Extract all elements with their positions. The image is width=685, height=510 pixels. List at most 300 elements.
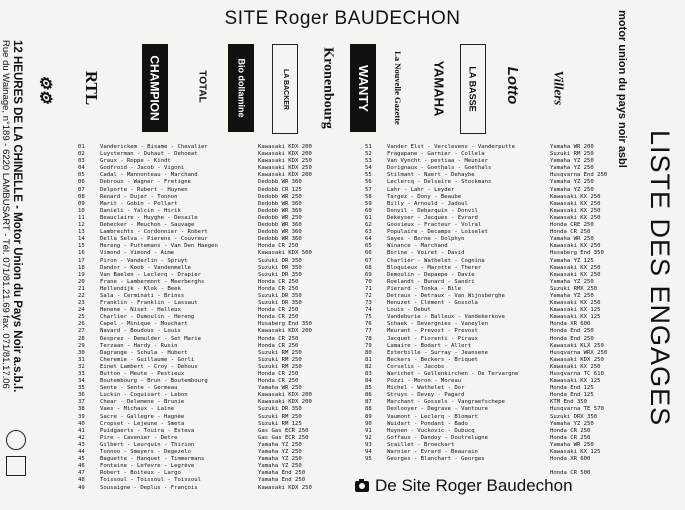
entry-number: 44: [78, 449, 85, 456]
entry-names: [387, 144, 547, 477]
entry-bike: Dedobb CR 125: [258, 186, 302, 193]
entry-bike: Honda CR 250: [258, 335, 299, 342]
entry-bike: Suzuki RM 250: [258, 349, 302, 356]
entry-riders: Beckers - Beckers - Briquet: [387, 356, 478, 363]
entry-riders: Robert - Boiteux - Largo: [100, 470, 181, 477]
entry-number: 54: [365, 165, 372, 172]
entry-number: 53: [365, 158, 372, 165]
entry-riders: Cropset - Lejeune - Smeta: [100, 420, 185, 427]
entry-bike: Suzuki DR 350: [258, 271, 302, 278]
entry-number: 60: [365, 207, 372, 214]
entry-number: 34: [78, 378, 85, 385]
entry-bike: Dedobb WR 250: [258, 193, 302, 200]
entry-riders: Desprez - Demulder - Set Marie: [100, 335, 202, 342]
entry-bike: Suzuki DR 350: [258, 300, 302, 307]
entry-number: 21: [78, 285, 85, 292]
sponsor-logo: LA BACKER: [272, 44, 298, 134]
entry-riders: Lambrechts - Cordonnier - Robert: [100, 229, 208, 236]
entry-number: 06: [78, 179, 85, 186]
entry-number: 03: [78, 158, 85, 165]
entry-bike: Yamaha WR 250: [550, 441, 594, 448]
entry-bike: Honda CRE 250: [550, 222, 594, 229]
entry-number: 29: [78, 342, 85, 349]
entry-number: 78: [365, 335, 372, 342]
entry-number: 74: [365, 307, 372, 314]
entry-riders: Terzaan - Hardy - Rusin: [100, 342, 178, 349]
sponsor-logo: Kronenbourg: [321, 47, 336, 129]
entry-bike: Honda CR 250: [258, 371, 299, 377]
entry-bike: Kawasaki KDX 200: [258, 151, 312, 158]
entry-riders: Pire - Cavenier - Detre: [100, 434, 178, 441]
entry-riders: Bloquieux - Marotte - Therer: [387, 264, 482, 271]
entry-riders: Georges - Blanchart - Georges: [387, 456, 485, 463]
sponsor-logo: La Nouvelle Gazette: [393, 51, 403, 125]
entry-riders: Scaillet - Broeckart: [387, 441, 455, 448]
entry-riders: Debecker - Meuchon - Sauvage: [100, 222, 195, 229]
entry-riders: Sousaigne - Deplus - François: [100, 484, 198, 491]
entry-riders: Donvil - Debarquin - Donvil: [387, 207, 478, 214]
entry-riders: Vanderickem - Bisame - Chevalier: [100, 144, 208, 150]
entry-riders: Warnier - Evrard - Beaurain: [387, 449, 478, 456]
footer-credit: [355, 476, 573, 496]
camera-icon: [355, 481, 369, 492]
entry-riders: Meurant - Prevost - Prevost: [387, 328, 478, 335]
entry-number: 63: [365, 229, 372, 236]
entry-bikes: [550, 144, 620, 477]
entry-bike: Husqvarna WRX 250: [550, 349, 608, 356]
entry-riders: Winance - Marchand: [387, 243, 448, 250]
entry-number: 23: [78, 300, 85, 307]
entry-riders: Frane - Lambermont - Meerberghs: [100, 278, 205, 285]
entry-bike: Gas Gas ECR 250: [258, 427, 309, 434]
entry-bike: Kawasaki KDX 200: [258, 172, 312, 179]
entry-riders: Tonnoo - Smeyers - Degezelo: [100, 449, 191, 456]
entry-riders: Detraux - Detraux - Van Wijnsberghe: [387, 292, 505, 299]
entry-bike: Yamaha WR 200: [550, 144, 594, 150]
entry-number: 64: [365, 236, 372, 243]
entry-number: 66: [365, 250, 372, 257]
sponsor-logo: WANTY: [350, 44, 376, 132]
entry-riders: Dandor - Koob - Vandenmelle: [100, 264, 191, 271]
entry-number: 67: [365, 257, 372, 264]
entry-bike: Kawasaki KX 250: [550, 363, 601, 370]
entry-riders: Goosieux - Fracteur - Volral: [387, 222, 482, 229]
entry-bike: Dedobb WR 360: [258, 179, 302, 186]
entry-number: 17: [78, 257, 85, 264]
entry-bike: Kawasaki KDX 250: [258, 484, 312, 491]
entry-riders: Sente - Sente - Germeau: [100, 385, 178, 392]
entry-number: 32: [78, 363, 85, 370]
footer-text: De Site Roger Baudechon: [375, 476, 573, 495]
entry-bike: Kawasaki KX 250: [550, 214, 601, 221]
entry-number: 10: [78, 207, 85, 214]
entry-bike: Yamaha WR 250: [550, 236, 594, 243]
entry-bike: Honda CR 250: [550, 229, 591, 236]
entry-number: 92: [365, 434, 372, 441]
entry-bike: Yamaha YZ 250: [550, 292, 594, 299]
entry-bikes: [258, 144, 348, 492]
entry-number: 33: [78, 371, 85, 377]
entry-number: 95: [365, 456, 372, 463]
sponsor-logo: CHAMPION: [142, 44, 168, 132]
entry-riders: Corselis - Jacobs: [387, 363, 445, 370]
sponsor-logo: LA BASSE: [460, 44, 486, 134]
entry-bike: KTM End 350: [550, 399, 588, 406]
entry-riders: Billy - Arnould - Jadoul: [387, 200, 468, 207]
entry-bike: Honda CR 250: [550, 427, 591, 434]
entry-number: 36: [78, 392, 85, 399]
entry-riders: Leclercq - Delsaire - Stockmans: [387, 179, 492, 186]
entry-riders: Capel - Minique - Mouchart: [100, 321, 188, 328]
entry-bike: Honda End 250: [550, 335, 594, 342]
entry-riders: Sayes - Borne - Dolphyn: [387, 236, 465, 243]
entry-bike: Kawasaki KX 125: [550, 314, 601, 321]
entry-bike: Honda XR 600: [550, 456, 591, 463]
entry-number: 91: [365, 427, 372, 434]
entry-bike: Kawasaki KDX 200: [258, 392, 312, 399]
entry-riders: Delporte - Rubert - Huynen: [100, 186, 188, 193]
entry-riders: Chear - Delemene - Brunie: [100, 399, 185, 406]
entry-riders: Van Vyncht - pestiaa - Meunier: [387, 158, 489, 165]
entry-bike: Yamaha YZ 250: [258, 456, 302, 463]
entries-title: LISTE DES ENGAGES: [645, 130, 675, 427]
entry-number: 72: [365, 292, 372, 299]
entry-riders: Lamaire - Bodart - Allert: [387, 342, 472, 349]
entry-riders: Vander Elst - Verclevens - Vanderputte: [387, 144, 515, 150]
entry-number: 65: [365, 243, 372, 250]
entry-riders: Van Baelen - Leclerq - Drapier: [100, 271, 202, 278]
entry-bike: Suzuki DR 350: [258, 406, 302, 413]
entry-bike: Kawasaki KX 250: [550, 271, 601, 278]
entry-number: 59: [365, 200, 372, 207]
entry-number: 55: [365, 172, 372, 179]
entry-riders: Michel - Wathelet - Dor: [387, 385, 465, 392]
entry-riders: Marit - Gobin - Pollart: [100, 200, 178, 207]
entry-bike: Yamaha YZ 250: [258, 441, 302, 448]
entry-bike: Yamaha End 250: [258, 477, 306, 484]
entry-bike: Kawasaki KDX 250: [258, 165, 312, 172]
entry-bike: Dedobb WR 360: [258, 200, 302, 207]
entry-riders: Jacquet - Fiorenti - Piraux: [387, 335, 478, 342]
entry-bike: Kawasaki KX 250: [550, 264, 601, 271]
entry-riders: Gilbert - Leurquin - Thirion: [100, 441, 195, 448]
entry-riders: Charlier - Dumoulin - Hereng: [100, 314, 195, 321]
entry-bike: Kawasaki KDX 200: [258, 328, 312, 335]
entry-bike: Dedobb WR 360: [258, 207, 302, 214]
entry-number: 27: [78, 328, 85, 335]
entry-bike: Kawasaki KX 125: [550, 307, 601, 314]
entry-bike: Husqvarna TC 610: [550, 371, 604, 377]
entry-numbers: [78, 144, 98, 492]
entry-riders: Demoulin - Depaepe - Davie: [387, 271, 475, 278]
entry-riders: Wuidart - Pondant - Bado: [387, 420, 468, 427]
entry-number: 04: [78, 165, 85, 172]
entry-riders: Luckin - Coquisart - Lebon: [100, 392, 188, 399]
entry-number: 45: [78, 456, 85, 463]
entry-number: 12: [78, 222, 85, 229]
entry-bike: Yamaha YZ 250: [258, 463, 302, 470]
entry-riders: Pierard - Tonka - Bile: [387, 285, 462, 292]
entry-riders: Vandeburie - Balleux - Vandekerkove: [387, 314, 505, 321]
sponsor-logo: TOTAL: [196, 69, 208, 103]
entry-riders: Goffaux - Dandoy - Doutrelugne: [387, 434, 489, 441]
entry-number: 40: [78, 420, 85, 427]
entry-bike: Dedobb WR 360: [258, 229, 302, 236]
entry-bike: Kawasaki KDX 500: [258, 250, 312, 257]
entry-bike: Kawasaki KX 125: [550, 378, 601, 385]
entry-number: 57: [365, 186, 372, 193]
entry-bike: Suzuki DRX 350: [550, 413, 598, 420]
entry-number: 31: [78, 356, 85, 363]
stamp-icon: [6, 456, 26, 476]
entry-bike: Suzuki DR 350: [258, 292, 302, 299]
entry-riders: Populaire - Decamps - Loiselet: [387, 229, 489, 236]
entry-riders: [387, 463, 547, 470]
entry-riders: Stilmant - Naert - Dehaybe: [387, 172, 475, 179]
entry-number: 09: [78, 200, 85, 207]
entry-riders: Hellendijk - Klok - Beek: [100, 285, 181, 292]
entry-number: 62: [365, 222, 372, 229]
entry-bike: Yamaha YZ 250: [550, 278, 594, 285]
event-header-vertical: [0, 40, 25, 490]
entry-bike: Suzuki RM 250: [550, 151, 594, 158]
entry-bike: Yamaha End 250: [258, 470, 306, 477]
entry-riders: Renard - Dujer - Tonnon: [100, 193, 178, 200]
entry-riders: Dekeyser - Jacques - Evrard: [387, 214, 478, 221]
entry-bike: Honda End 250: [550, 328, 594, 335]
entry-riders: Struys - Devey - Pagard: [387, 392, 465, 399]
entry-number: 69: [365, 271, 372, 278]
entry-riders: Baguette - Hanquet - Timmermans: [100, 456, 205, 463]
entry-riders: Hereng - Puttemans - Van Den Haegen: [100, 243, 218, 250]
entry-bike: [550, 463, 620, 470]
entry-riders: Fragapane - Garnier - Collela: [387, 151, 485, 158]
entry-bike: Honda XR 600: [550, 321, 591, 328]
entry-bike: Yamaha YZ 125: [550, 257, 594, 264]
entry-riders: Cadal - Mannonteau - Marchand: [100, 172, 198, 179]
entry-riders: Puidgaerts - Touira - Esteva: [100, 427, 195, 434]
entry-number: 41: [78, 427, 85, 434]
entry-number: 35: [78, 385, 85, 392]
entry-riders: Della Selva - Pierens - Couvreur: [100, 236, 208, 243]
entry-number: 05: [78, 172, 85, 179]
entry-riders: Einet Lambert - Croy - Dehoux: [100, 363, 198, 370]
entry-riders: Godfroid - Jacob - Vigoni: [100, 165, 185, 172]
entry-riders: Marchant - Gossels - Vangraefschepe: [387, 399, 505, 406]
entry-bike: Husaberg End 350: [258, 321, 312, 328]
entry-bike: Honda CR 500: [550, 470, 591, 477]
entry-riders: Targez - Dony - Beaube: [387, 193, 462, 200]
entry-number: 58: [365, 193, 372, 200]
entry-bike: Yamaha YZ 250: [258, 449, 302, 456]
entry-number: 39: [78, 413, 85, 420]
entry-number: 84: [365, 378, 372, 385]
entry-riders: Roelandt - Bunard - Sandri: [387, 278, 475, 285]
entry-number: 51: [365, 144, 372, 150]
entry-bike: Kawasaki KLX 250: [550, 342, 604, 349]
entry-number: 70: [365, 278, 372, 285]
entry-number: 42: [78, 434, 85, 441]
sponsor-logo: ⚙⚙: [36, 74, 53, 103]
entry-riders: Boutembourg - Brun - Boutembourg: [100, 378, 208, 385]
entry-riders: Dorignaux - Goethals - Goethals: [387, 165, 492, 172]
entry-riders: Esterbille - Surray - Jeansene: [387, 349, 489, 356]
sponsor-logo: motor union du pays noir asbl: [616, 10, 628, 168]
entry-number: 83: [365, 371, 372, 377]
entry-number: 90: [365, 420, 372, 427]
entry-bike: Honda End 125: [550, 392, 594, 399]
entry-riders: Henene - Niset - Halleux: [100, 307, 181, 314]
seal-icon: [6, 430, 26, 450]
entry-riders: Toissoul - Toissoul - Toissoul: [100, 477, 202, 484]
entry-riders: Borine - Voiret - David: [387, 250, 465, 257]
entry-riders: Graux - Roppe - Kindt: [100, 158, 171, 165]
entry-number: 93: [365, 441, 372, 448]
entry-riders: Louis - Debut: [387, 307, 431, 314]
entry-number: 75: [365, 314, 372, 321]
entry-riders: Sacre - Gallegre - Hagnée: [100, 413, 185, 420]
entry-riders: Vimond - Vimond - Aime: [100, 250, 175, 257]
entry-number: 71: [365, 285, 372, 292]
entry-number: 80: [365, 349, 372, 356]
entry-number: 82: [365, 363, 372, 370]
entry-bike: Honda End 125: [550, 385, 594, 392]
entries-title-block: [641, 130, 677, 510]
sponsor-logo: RTL: [82, 70, 102, 106]
entry-riders: Sala - Cerminati - Brinss: [100, 292, 185, 299]
entry-bike: Yamaha YZ 250: [550, 158, 594, 165]
entry-riders: Cheremie - Guillaume - Gorli: [100, 356, 195, 363]
entry-number: 18: [78, 264, 85, 271]
entry-number: 77: [365, 328, 372, 335]
entry-riders: Luysterman - Duhaut - Dehoeat: [100, 151, 198, 158]
entry-riders: Danieli - Yalcin - Hirik: [100, 207, 181, 214]
entry-riders: Lahr - Lahr - Leyder: [387, 186, 455, 193]
entry-riders: Pozzi - Moron - Moreau: [387, 378, 462, 385]
entry-bike: Kawasaki KX 250: [550, 300, 601, 307]
entry-bike: Dedobb WR 360: [258, 236, 302, 243]
entry-riders: Debroux - Wagner - Fretigne: [100, 179, 191, 186]
entry-number: 08: [78, 193, 85, 200]
entry-number: 28: [78, 335, 85, 342]
entry-number: [365, 463, 385, 470]
entry-bike: Yamaha YZ 250: [550, 186, 594, 193]
entry-number: 38: [78, 406, 85, 413]
stamps: [6, 430, 26, 480]
entry-riders: Dagrange - Schula - Hubert: [100, 349, 188, 356]
sponsor-logo: Villers: [551, 70, 566, 106]
entry-number: 02: [78, 151, 85, 158]
sponsor-logo: Bio dollamine: [228, 44, 254, 132]
entry-riders: Vaes - Michaux - Laine: [100, 406, 175, 413]
page-title: SITE Roger BAUDECHON: [224, 8, 461, 29]
entry-riders: Schaek - Devergnies - Vaneylen: [387, 321, 489, 328]
entry-number: 22: [78, 292, 85, 299]
entry-bike: Honda CR 250: [258, 378, 299, 385]
entry-bike: Gas Gas ECR 250: [258, 434, 309, 441]
entry-number: 01: [78, 144, 85, 150]
entry-number: 73: [365, 300, 372, 307]
sponsor-logo: Lotto: [504, 66, 522, 104]
entry-bike: Husqvarna TE 570: [550, 406, 604, 413]
entry-number: 81: [365, 356, 372, 363]
entry-bike: Kawasaki KDX 250: [258, 158, 312, 165]
entry-bike: Kawasaki KX 125: [550, 449, 601, 456]
entry-bike: Kawasaki KX 250: [550, 200, 601, 207]
entry-bike: Suzuki RM 250: [258, 413, 302, 420]
entry-riders: Huynen - Vuckovic - Dubucq: [387, 427, 475, 434]
entry-numbers: [365, 144, 385, 477]
entry-number: 46: [78, 463, 85, 470]
entry-number: 14: [78, 236, 85, 243]
entry-number: 43: [78, 441, 85, 448]
entry-number: 20: [78, 278, 85, 285]
entry-number: 94: [365, 449, 372, 456]
entry-number: 87: [365, 399, 372, 406]
entry-number: 16: [78, 250, 85, 257]
entry-number: 37: [78, 399, 85, 406]
event-name: 12 HEURES DE LA CHINELLE - Motor Union du Pays Noir a.s.b.l.: [11, 40, 23, 393]
entry-riders: Deslooyer - Degrave - Vantoure: [387, 406, 489, 413]
entry-bike: Kawasaki KX 250: [550, 243, 601, 250]
entry-bike: Suzuki RM 250: [258, 356, 302, 363]
entry-number: 49: [78, 484, 85, 491]
entry-number: 61: [365, 214, 372, 221]
entry-number: 13: [78, 229, 85, 236]
entry-number: 68: [365, 264, 372, 271]
entry-riders: Warichet - Gellenkirchen - De Tervargne: [387, 371, 519, 377]
entry-number: 26: [78, 321, 85, 328]
entry-bike: Honda CR 250: [550, 434, 591, 441]
event-address: Rue du Wainage, n°189 - 6220 LAMBUSART - Tél. 071/81.21.69 fax. 071/81.17.06: [0, 40, 11, 389]
entry-bike: Yamaha YZ 250: [550, 420, 594, 427]
entry-number: 56: [365, 179, 372, 186]
entry-bike: Honda CR 250: [258, 285, 299, 292]
entry-number: 76: [365, 321, 372, 328]
entry-number: 52: [365, 151, 372, 158]
entry-number: 88: [365, 406, 372, 413]
entry-bike: Yamaha YZ 250: [550, 179, 594, 186]
entry-riders: Fontaine - Lefevre - Legrève: [100, 463, 195, 470]
entry-bike: Honda CR 250: [258, 314, 299, 321]
entry-number: 48: [78, 477, 85, 484]
entry-bike: Dedobb WR 360: [258, 222, 302, 229]
entry-bike: Dedobb WR 250: [258, 214, 302, 221]
entry-number: 47: [78, 470, 85, 477]
entry-riders: Charlier - Wathelet - Cognina: [387, 257, 485, 264]
entry-bike: Kawasaki KX 250: [550, 207, 601, 214]
entry-number: 30: [78, 349, 85, 356]
entry-riders: Henuzet - Clément - Gossola: [387, 300, 478, 307]
entry-riders: Vaumont - Leclerq - Blomart: [387, 413, 478, 420]
entry-bike: Husaberg End 350: [550, 250, 604, 257]
entry-bike: Suzuki RM 250: [258, 363, 302, 370]
entry-bike: Honda CR 250: [258, 278, 299, 285]
entry-riders: Beauclaire - Huyghe - Desaile: [100, 214, 198, 221]
entry-bike: Kawasaki KDX 200: [258, 144, 312, 150]
entry-number: 24: [78, 307, 85, 314]
entry-number: 85: [365, 385, 372, 392]
entry-bike: Husqvarna End 250: [550, 172, 608, 179]
sponsor-logo: YAMAHA: [431, 60, 447, 116]
entry-bike: Suzuki DR 350: [258, 257, 302, 264]
entry-bike: Honda CR 250: [258, 307, 299, 314]
entry-names: [100, 144, 255, 492]
entry-bike: Yamaha WR 250: [258, 385, 302, 392]
entry-bike: Kawasaki KDX 250: [550, 356, 604, 363]
entry-number: 15: [78, 243, 85, 250]
entry-bike: Kawasaki KX 250: [550, 193, 601, 200]
